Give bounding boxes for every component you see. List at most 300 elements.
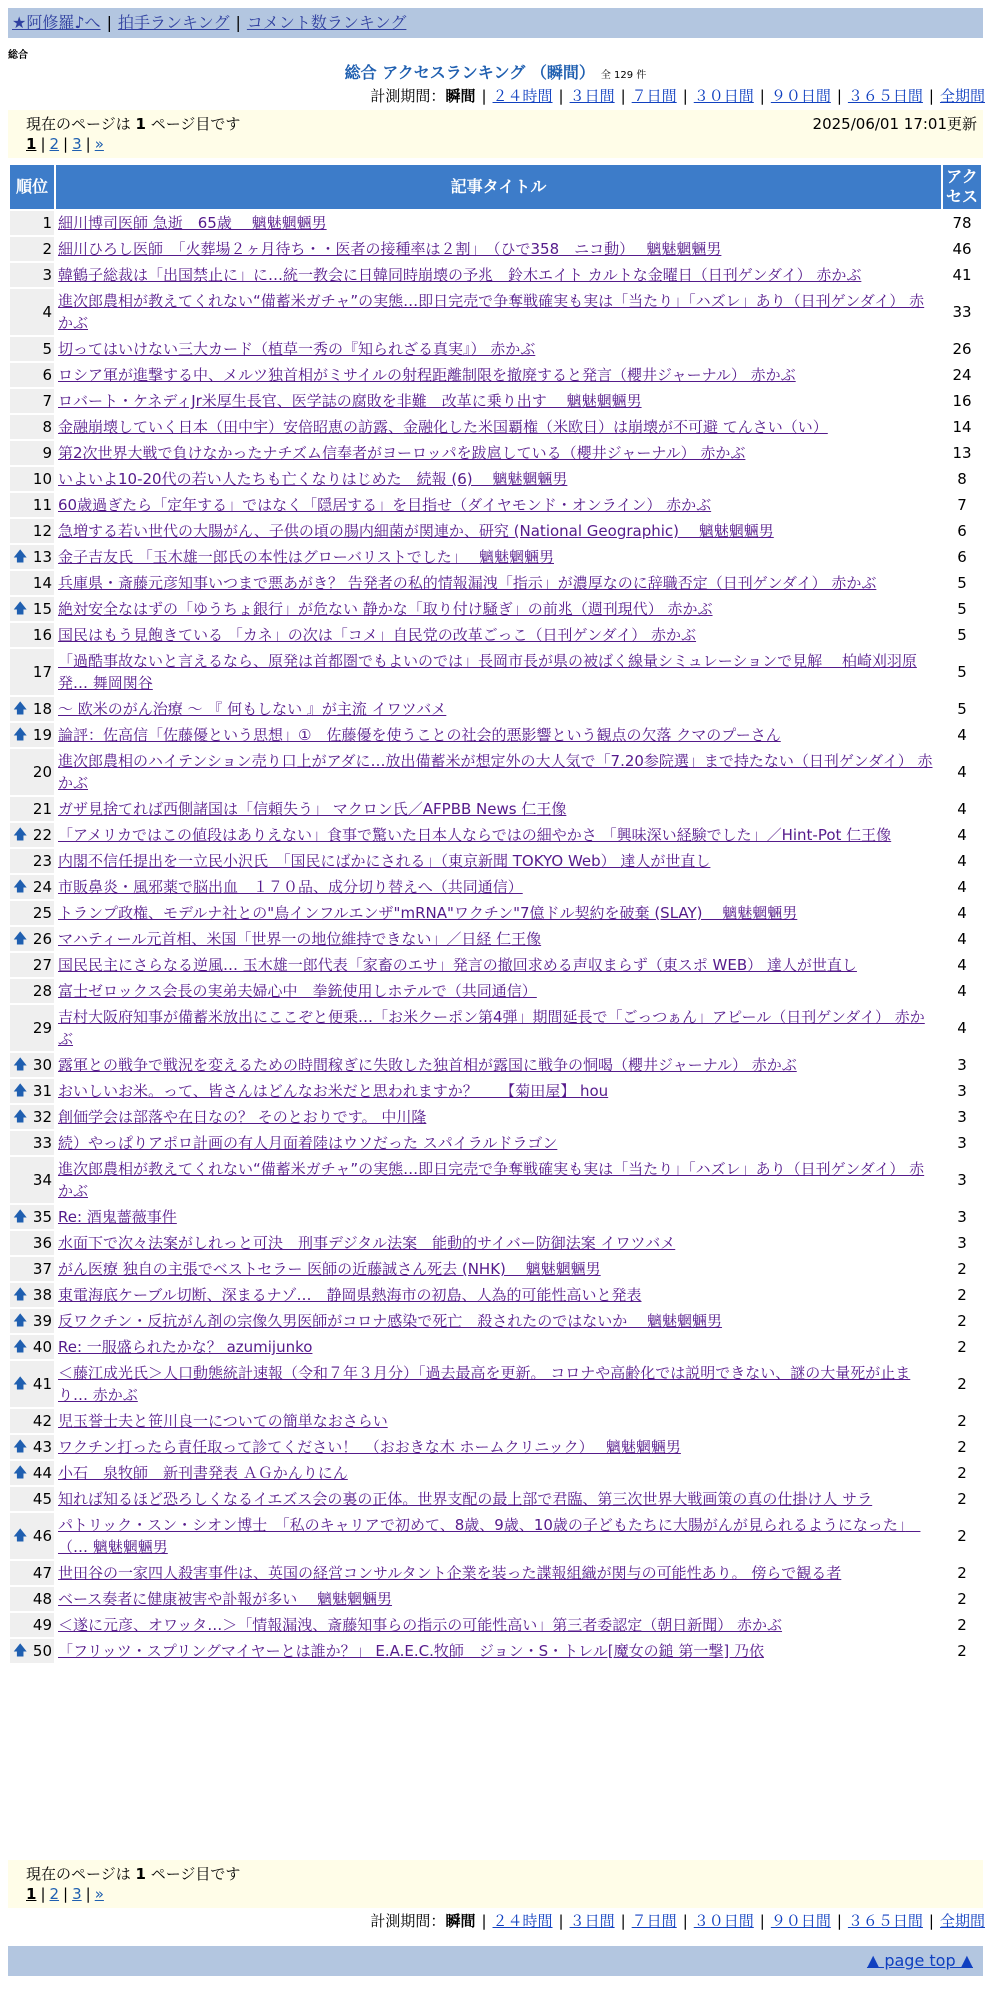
article-link[interactable]: 知れば知るほど恐ろしくなるイエズス会の裏の正体。世界支配の最上部で君臨、第三次世界大戦画策の真の仕掛け人 サラ [58, 1490, 873, 1508]
access-count: 4 [943, 953, 981, 977]
access-count: 5 [943, 597, 981, 621]
rank-cell [10, 1079, 54, 1103]
rank-number: 17 [32, 663, 52, 681]
page-title [0, 62, 991, 87]
rank-number: 24 [32, 878, 52, 896]
table-row [10, 1513, 981, 1559]
rank-cell [10, 493, 54, 517]
title-cell [56, 545, 941, 569]
period-current: 瞬間 [445, 1912, 476, 1930]
rank-number: 11 [32, 496, 52, 514]
title-cell [56, 1231, 941, 1255]
updated-time: 2025/06/01 17:01更新 [812, 115, 977, 133]
article-link[interactable]: 東電海底ケーブル切断、深まるナゾ… 静岡県熱海市の初島、人為的可能性高いと発表 [58, 1286, 642, 1304]
article-link[interactable]: 急増する若い世代の大腸がん、子供の頃の腸内細菌が関連か、研究 (National Geographic) 魑魅魍魎男 [58, 522, 774, 540]
period-link[interactable]: ３０日間 [693, 87, 754, 105]
period-link[interactable]: ２４時間 [492, 87, 553, 105]
access-count: 6 [943, 545, 981, 569]
access-count: 3 [943, 1157, 981, 1203]
title-cell [56, 849, 941, 873]
table-row [10, 1461, 981, 1485]
article-link[interactable]: ＜藤江成光氏＞人口動態統計速報（令和７年３月分）「過去最高を更新。 コロナや高齢化では説明できない、謎の大量死が止まり… 赤かぶ [58, 1364, 911, 1404]
rank-cell [10, 901, 54, 925]
title-cell [56, 1461, 941, 1485]
period-link[interactable]: ９０日間 [770, 87, 831, 105]
pagination-current[interactable]: 1 [26, 1885, 37, 1903]
rank-number: 18 [32, 700, 52, 718]
article-link[interactable]: Re: 一服盛られたかな？ azumijunko [58, 1338, 313, 1356]
pagination-link[interactable]: » [94, 135, 104, 153]
rank-cell [10, 649, 54, 695]
page-top-link[interactable]: ▲ page top ▲ [866, 1951, 973, 1970]
period-separator: | [620, 1912, 626, 1930]
nav-link-comment-ranking[interactable]: コメント数ランキング [246, 13, 407, 32]
total-count: 全 129 件 [600, 70, 647, 81]
pagination-link[interactable]: 3 [72, 1885, 82, 1903]
table-row [10, 519, 981, 543]
article-link[interactable]: Re: 酒鬼薔薇事件 [58, 1208, 177, 1226]
rank-number: 20 [32, 763, 52, 781]
article-link[interactable]: ロシア軍が進撃する中、メルツ独首相がミサイルの射程距離制限を撤廃すると発言（櫻井ジャーナル） 赤かぶ [58, 366, 796, 384]
rank-number: 21 [32, 800, 52, 818]
title-cell [56, 389, 941, 413]
rank-up-arrow-icon: 🡅 [13, 1109, 28, 1125]
rank-number: 23 [32, 852, 52, 870]
pagination-separator: | [63, 1885, 69, 1903]
article-link[interactable]: 反ワクチン・反抗がん剤の宗像久男医師がコロナ感染で死亡 殺されたのではないか 魑魅魍魎男 [58, 1312, 723, 1330]
access-count: 14 [943, 415, 981, 439]
rank-cell [10, 1561, 54, 1585]
period-link[interactable]: 全期間 [939, 87, 985, 105]
access-count: 4 [943, 797, 981, 821]
period-link[interactable]: ２４時間 [492, 1912, 553, 1930]
rank-cell [10, 1361, 54, 1407]
rank-number: 40 [32, 1338, 52, 1356]
page-number: 1 [135, 1865, 146, 1883]
rank-number: 7 [42, 392, 52, 410]
period-link[interactable]: ３日間 [569, 87, 615, 105]
period-label: 計測期間： [370, 87, 446, 105]
rank-cell [10, 1461, 54, 1485]
rank-cell [10, 749, 54, 795]
period-separator: | [836, 1912, 842, 1930]
access-count: 41 [943, 263, 981, 287]
nav-link-clap-ranking[interactable]: 拍手ランキング [117, 13, 230, 32]
pagination-current[interactable]: 1 [26, 135, 37, 153]
title-cell [56, 1105, 941, 1129]
rank-cell [10, 1231, 54, 1255]
rank-number: 43 [32, 1438, 52, 1456]
article-link[interactable]: 切ってはいけない三大カード（植草一秀の『知られざる真実』） 赤かぶ [58, 340, 536, 358]
rank-number: 6 [42, 366, 52, 384]
rank-cell [10, 1053, 54, 1077]
rank-cell [10, 823, 54, 847]
rank-up-arrow-icon: 🡅 [13, 727, 28, 743]
access-count: 2 [943, 1461, 981, 1485]
table-row [10, 363, 981, 387]
rank-up-arrow-icon: 🡅 [13, 1465, 28, 1481]
page-info-bottom [8, 1860, 983, 1908]
rank-number: 27 [32, 956, 52, 974]
rank-cell [10, 1157, 54, 1203]
rank-cell [10, 237, 54, 261]
period-label: 計測期間： [370, 1912, 446, 1930]
rank-number: 34 [32, 1171, 52, 1189]
rank-cell [10, 697, 54, 721]
rank-cell [10, 953, 54, 977]
title-cell [56, 823, 941, 847]
article-link[interactable]: マハティール元首相、米国「世界一の地位維持できない」／日経 仁王像 [58, 930, 542, 948]
rank-cell [10, 927, 54, 951]
rank-number: 22 [32, 826, 52, 844]
article-link[interactable]: いよいよ10-20代の若い人たちも亡くなりはじめた 続報 (6) 魑魅魍魎男 [58, 470, 568, 488]
title-cell [56, 1205, 941, 1229]
access-count: 2 [943, 1409, 981, 1433]
rank-number: 5 [42, 340, 52, 358]
rank-cell [10, 571, 54, 595]
title-cell [56, 1587, 941, 1611]
title-cell [56, 1639, 941, 1663]
access-count: 5 [943, 697, 981, 721]
pagination [26, 1885, 104, 1903]
title-cell [56, 493, 941, 517]
article-link[interactable]: 富士ゼロックス会長の実弟夫婦心中 拳銃使用しホテルで（共同通信） [58, 982, 537, 1000]
rank-up-arrow-icon: 🡅 [13, 1528, 28, 1544]
title-cell [56, 901, 941, 925]
access-count: 3 [943, 1105, 981, 1129]
rank-cell [10, 363, 54, 387]
period-separator: | [682, 1912, 688, 1930]
title-cell [56, 1257, 941, 1281]
title-cell [56, 927, 941, 951]
table-row [10, 237, 981, 261]
page-suffix: ページ目です [150, 1865, 241, 1883]
rank-up-arrow-icon: 🡅 [13, 1339, 28, 1355]
article-link[interactable]: 続）やっぱりアポロ計画の有人月面着陸はウソだった スパイラルドラゴン [58, 1134, 558, 1152]
table-row [10, 875, 981, 899]
article-link[interactable]: 「過酷事故ないと言えるなら、原発は首都圏でもよいのでは」長岡市長が県の被ばく線量シミュレーションで見解 柏崎刈羽原発… 舞岡関谷 [58, 652, 917, 692]
title-cell [56, 1283, 941, 1307]
period-separator: | [558, 87, 564, 105]
title-cell [56, 571, 941, 595]
article-link[interactable]: 小石 泉牧師 新刊書発表 ＡＧかんりにん [58, 1464, 348, 1482]
access-count: 4 [943, 749, 981, 795]
table-row [10, 545, 981, 569]
access-count: 4 [943, 901, 981, 925]
table-row [10, 1487, 981, 1511]
table-row [10, 289, 981, 335]
rank-cell [10, 1257, 54, 1281]
rank-number: 37 [32, 1260, 52, 1278]
access-count: 2 [943, 1361, 981, 1407]
rank-cell [10, 1513, 54, 1559]
access-count: 2 [943, 1587, 981, 1611]
table-row [10, 1587, 981, 1611]
access-count: 13 [943, 441, 981, 465]
rank-cell [10, 415, 54, 439]
access-count: 4 [943, 849, 981, 873]
table-row [10, 849, 981, 873]
table-row [10, 649, 981, 695]
article-link[interactable]: 60歳過ぎたら「定年する」ではなく「隠居する」を目指せ（ダイヤモンド・オンライン） 赤かぶ [58, 496, 712, 514]
title-cell [56, 979, 941, 1003]
period-link[interactable]: ３６５日間 [847, 1912, 923, 1930]
access-count: 4 [943, 875, 981, 899]
rank-number: 38 [32, 1286, 52, 1304]
rank-cell [10, 1205, 54, 1229]
article-link[interactable]: 論評：佐高信「佐藤優という思想」① 佐藤優を使うことの社会的悪影響という観点の欠落 クマのプーさん [58, 726, 781, 744]
article-link[interactable]: 細川博司医師 急逝 65歳 魑魅魍魎男 [58, 214, 327, 232]
period-selector [370, 85, 985, 107]
period-link[interactable]: 全期間 [939, 1912, 985, 1930]
title-cell [56, 1435, 941, 1459]
rank-up-arrow-icon: 🡅 [13, 827, 28, 843]
article-link[interactable]: 絶対安全なはずの「ゆうちょ銀行」が危ない 静かな「取り付け騒ぎ」の前兆（週刊現代） 赤かぶ [58, 600, 713, 618]
rank-cell [10, 337, 54, 361]
article-link[interactable]: おいしいお米。って、皆さんはどんなお米だと思われますか？ 【菊田屋】 hou [58, 1082, 609, 1100]
article-link[interactable]: ロバート・ケネディJr米厚生長官、医学誌の腐敗を非難 改革に乗り出す 魑魅魍魎男 [58, 392, 642, 410]
article-link[interactable]: 創価学会は部落や在日なの？ そのとおりです。 中川隆 [58, 1108, 427, 1126]
rank-number: 32 [32, 1108, 52, 1126]
rank-number: 42 [32, 1412, 52, 1430]
access-count: 33 [943, 289, 981, 335]
access-count: 2 [943, 1335, 981, 1359]
article-link[interactable]: 金融崩壊していく日本（田中宇）安倍昭恵の訪露、金融化した米国覇権（米欧日）は崩壊が不可避 てんさい（い） [58, 418, 828, 436]
title-cell [56, 1487, 941, 1511]
period-separator: | [682, 87, 688, 105]
access-count: 3 [943, 1231, 981, 1255]
article-link[interactable]: 「アメリカではこの値段はありえない」食事で驚いた日本人ならではの細やかさ 「興味深い経験でした」／Hint-Pot 仁王像 [58, 826, 892, 844]
title-cell [56, 1613, 941, 1637]
table-row [10, 1613, 981, 1637]
table-row [10, 1131, 981, 1155]
period-link[interactable]: ３６５日間 [847, 87, 923, 105]
rank-number: 16 [32, 626, 52, 644]
rank-cell [10, 875, 54, 899]
article-link[interactable]: 「フリッツ・スプリングマイヤーとは誰か？」 E.A.E.C.牧師 ジョン・S・トレル[魔女の鎚 第一撃] 乃依 [58, 1642, 764, 1660]
table-row [10, 1053, 981, 1077]
rank-cell [10, 597, 54, 621]
title-cell [56, 1309, 941, 1333]
title-cell [56, 415, 941, 439]
rank-cell [10, 1309, 54, 1333]
title-cell [56, 263, 941, 287]
article-link[interactable]: 進次郎農相が教えてくれない“備蓄米ガチャ”の実態…即日完売で争奪戦確実も実は「当たり」「ハズレ」あり（日刊ゲンダイ） 赤かぶ [58, 1160, 925, 1200]
title-cell [56, 697, 941, 721]
article-link[interactable]: 兵庫県・斎藤元彦知事いつまで悪あがき？ 告発者の私的情報漏洩「指示」が濃厚なのに辞職否定（日刊ゲンダイ） 赤かぶ [58, 574, 877, 592]
title-cell [56, 1005, 941, 1051]
rank-number: 44 [32, 1464, 52, 1482]
article-link[interactable]: パトリック・スン・シオン博士 「私のキャリアで初めて、8歳、9歳、10歳の子どもたちに大腸がんが見られるようになった」 （… 魑魅魍魎男 [58, 1516, 921, 1556]
table-row [10, 1105, 981, 1129]
access-count: 3 [943, 1053, 981, 1077]
rank-number: 45 [32, 1490, 52, 1508]
rank-cell [10, 1105, 54, 1129]
header-access: アクセス [943, 165, 981, 209]
rank-up-arrow-icon: 🡅 [13, 1376, 28, 1392]
pagination-link[interactable]: » [94, 1885, 104, 1903]
table-row [10, 415, 981, 439]
period-selector-bottom [370, 1910, 985, 1932]
pagination-link[interactable]: 2 [49, 1885, 60, 1903]
table-row [10, 697, 981, 721]
article-link[interactable]: ガザ見捨てれば西側諸国は「信頼失う」 マクロン氏／AFPBB News 仁王像 [58, 800, 567, 818]
pagination-link[interactable]: 2 [49, 135, 60, 153]
rank-cell [10, 1131, 54, 1155]
title-cell [56, 1561, 941, 1585]
period-separator: | [558, 1912, 564, 1930]
rank-cell [10, 545, 54, 569]
table-row [10, 823, 981, 847]
table-row [10, 1435, 981, 1459]
rank-cell [10, 389, 54, 413]
article-link[interactable]: 国民はもう見飽きている 「カネ」の次は「コメ」自民党の改革ごっこ（日刊ゲンダイ） 赤かぶ [58, 626, 697, 644]
nav-separator: | [235, 13, 241, 32]
title-cell [56, 1335, 941, 1359]
article-link[interactable]: トランプ政権、モデルナ社との"鳥インフルエンザ"mRNA"ワクチン"7億ドル契約を破棄 (SLAY) 魑魅魍魎男 [58, 904, 798, 922]
page-title-text: 総合 アクセスランキング （瞬間） [344, 63, 595, 82]
access-count: 4 [943, 979, 981, 1003]
pagination-link[interactable]: 3 [72, 135, 82, 153]
nav-separator: | [106, 13, 112, 32]
table-row [10, 797, 981, 821]
access-count: 2 [943, 1435, 981, 1459]
access-count: 3 [943, 1131, 981, 1155]
access-count: 2 [943, 1639, 981, 1663]
article-link[interactable]: 内閣不信任提出を一立民小沢氏 「国民にばかにされる」（東京新聞 TOKYO Web） 達人が世直し [58, 852, 711, 870]
table-row [10, 1005, 981, 1051]
period-link[interactable]: ３日間 [569, 1912, 615, 1930]
rank-number: 35 [32, 1208, 52, 1226]
rank-up-arrow-icon: 🡅 [13, 1313, 28, 1329]
table-row [10, 953, 981, 977]
rank-number: 39 [32, 1312, 52, 1330]
rank-cell [10, 849, 54, 873]
table-row [10, 1257, 981, 1281]
title-cell [56, 211, 941, 235]
article-link[interactable]: 細川ひろし医師 「火葬場２ヶ月待ち・・医者の接種率は２割」 （ひで358 ニコ動） 魑魅魍魎男 [58, 240, 722, 258]
period-separator: | [481, 87, 487, 105]
period-separator: | [928, 1912, 934, 1930]
access-count: 3 [943, 1079, 981, 1103]
title-cell [56, 363, 941, 387]
article-link[interactable]: 進次郎農相のハイテンション売り口上がアダに…放出備蓄米が想定外の大人気で「7.20参院選」まで持たない（日刊ゲンダイ） 赤かぶ [58, 752, 933, 792]
article-link[interactable]: 第2次世界大戦で負けなかったナチズム信奉者がヨーロッパを跋扈している（櫻井ジャーナル） 赤かぶ [58, 444, 746, 462]
nav-link-asyura[interactable]: ★阿修羅♪へ [12, 13, 101, 32]
period-separator: | [481, 1912, 487, 1930]
access-count: 46 [943, 237, 981, 261]
title-cell [56, 237, 941, 261]
table-row [10, 441, 981, 465]
rank-up-arrow-icon: 🡅 [13, 549, 28, 565]
period-link[interactable]: ９０日間 [770, 1912, 831, 1930]
table-row [10, 927, 981, 951]
pagination-separator: | [85, 135, 91, 153]
pagination-separator: | [63, 135, 69, 153]
article-link[interactable]: ＜遂に元彦、オワッタ…＞「情報漏洩、斎藤知事らの指示の可能性高い」第三者委認定（朝日新聞） 赤かぶ [58, 1616, 783, 1634]
table-row [10, 901, 981, 925]
article-link[interactable]: 市販鼻炎・風邪薬で脳出血 １７０品、成分切り替えへ（共同通信） [58, 878, 523, 896]
current-page-text [26, 1863, 240, 1884]
table-row [10, 1157, 981, 1203]
article-link[interactable]: ～ 欧米のがん治療 ～ 『 何もしない 』が主流 イワツバメ [58, 700, 447, 718]
period-separator: | [759, 1912, 765, 1930]
article-link[interactable]: ワクチン打ったら責任取って診てください！ （おおきな木 ホームクリニック） 魑魅魍魎男 [58, 1438, 681, 1456]
access-count: 5 [943, 623, 981, 647]
pagination-separator: | [40, 1885, 46, 1903]
rank-cell [10, 1587, 54, 1611]
access-count: 2 [943, 1561, 981, 1585]
period-link[interactable]: ３０日間 [693, 1912, 754, 1930]
access-count: 3 [943, 1205, 981, 1229]
article-link[interactable]: 吉村大阪府知事が備蓄米放出にここぞと便乗…「お米クーポン第4弾」期間延長で「ごっつぁん」アピール（日刊ゲンダイ） 赤かぶ [58, 1008, 925, 1048]
article-link[interactable]: 金子吉友氏 「玉木雄一郎氏の本性はグローバリストでした」 魑魅魍魎男 [58, 548, 554, 566]
table-row [10, 1409, 981, 1433]
access-count: 5 [943, 649, 981, 695]
rank-up-arrow-icon: 🡅 [13, 1209, 28, 1225]
rank-up-arrow-icon: 🡅 [13, 879, 28, 895]
table-row [10, 493, 981, 517]
article-link[interactable]: 露軍との戦争で戦況を変えるための時間稼ぎに失敗した独首相が露国に戦争の恫喝（櫻井ジャーナル） 赤かぶ [58, 1056, 797, 1074]
page-suffix: ページ目です [150, 115, 241, 133]
rank-number: 12 [32, 522, 52, 540]
title-cell [56, 467, 941, 491]
article-link[interactable]: 韓鶴子総裁は「出国禁止に」に…統一教会に日韓同時崩壊の予兆 鈴木エイト カルトな金曜日（日刊ゲンダイ） 赤かぶ [58, 266, 862, 284]
article-link[interactable]: 進次郎農相が教えてくれない“備蓄米ガチャ”の実態…即日完売で争奪戦確実も実は「当たり」「ハズレ」あり（日刊ゲンダイ） 赤かぶ [58, 292, 925, 332]
access-count: 16 [943, 389, 981, 413]
period-link[interactable]: ７日間 [631, 1912, 677, 1930]
article-link[interactable]: 国民民主にさらなる逆風… 玉木雄一郎代表「家畜のエサ」発言の撤回求める声収まらず（東スポ WEB） 達人が世直し [58, 956, 857, 974]
bottom-bar [8, 1946, 983, 1976]
article-link[interactable]: がん医療 独自の主張でベストセラー 医師の近藤誠さん死去 (NHK) 魑魅魍魎男 [58, 1260, 601, 1278]
title-cell [56, 749, 941, 795]
rank-cell [10, 1283, 54, 1307]
title-cell [56, 441, 941, 465]
rank-cell [10, 979, 54, 1003]
article-link[interactable]: 水面下で次々法案がしれっと可決 刑事デジタル法案 能動的サイバー防御法案 イワツバメ [58, 1234, 676, 1252]
rank-cell [10, 797, 54, 821]
article-link[interactable]: ベース奏者に健康被害や訃報が多い 魑魅魍魎男 [58, 1590, 393, 1608]
rank-number: 36 [32, 1234, 52, 1252]
rank-number: 4 [42, 303, 52, 321]
access-count: 4 [943, 1005, 981, 1051]
access-count: 2 [943, 1613, 981, 1637]
page-info-top [8, 110, 983, 158]
title-cell [56, 1053, 941, 1077]
pagination-separator: | [85, 1885, 91, 1903]
page-prefix: 現在のページは [26, 115, 131, 133]
rank-cell [10, 263, 54, 287]
rank-up-arrow-icon: 🡅 [13, 701, 28, 717]
rank-number: 26 [32, 930, 52, 948]
access-count: 2 [943, 1257, 981, 1281]
rank-number: 46 [32, 1527, 52, 1545]
rank-number: 15 [32, 600, 52, 618]
table-row [10, 1361, 981, 1407]
title-cell [56, 1157, 941, 1203]
rank-number: 33 [32, 1134, 52, 1152]
article-link[interactable]: 世田谷の一家四人殺害事件は、英国の経営コンサルタント企業を装った諜報組織が関与の可能性あり。 傍らで観る者 [58, 1564, 842, 1582]
rank-number: 47 [32, 1564, 52, 1582]
period-separator: | [620, 87, 626, 105]
rank-number: 9 [42, 444, 52, 462]
table-row [10, 1283, 981, 1307]
article-link[interactable]: 児玉誉士夫と笹川良一についての簡単なおさらい [58, 1412, 388, 1430]
period-separator: | [928, 87, 934, 105]
period-link[interactable]: ７日間 [631, 87, 677, 105]
title-cell [56, 623, 941, 647]
title-cell [56, 723, 941, 747]
